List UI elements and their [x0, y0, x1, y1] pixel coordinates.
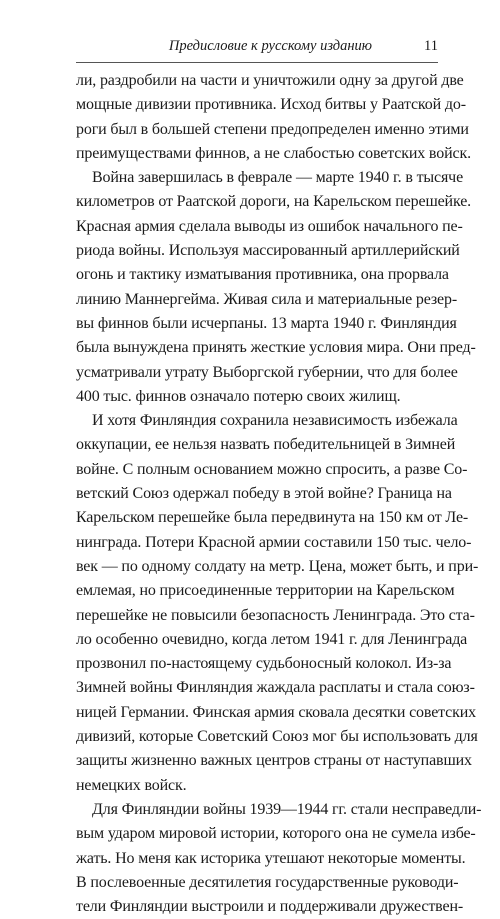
text-line: Карельском перешейке была передвинута на 150 км от Ле- — [76, 509, 469, 527]
text-line: дивизий, которые Советский Союз мог бы использовать для — [76, 728, 478, 746]
body-text — [76, 69, 482, 919]
text-line: нинграда. Потери Красной армии составили 150 тыс. чело- — [76, 533, 472, 551]
text-line: роги был в большей степени предопределен именно этими — [76, 120, 469, 138]
text-line: мощные дивизии противника. Исход битвы у Раатской до- — [76, 96, 466, 114]
text-line: В послевоенные десятилетия государственные руководи- — [76, 873, 459, 891]
text-line: километров от Раатской дороги, на Карельском перешейке. — [76, 193, 472, 211]
text-line: Для Финляндии войны 1939—1944 гг. стали несправедли- — [92, 800, 482, 818]
running-title: Предисловие к русскому изданию — [168, 38, 373, 54]
text-line: вым ударом мировой истории, которого она не сумела избе- — [76, 825, 476, 843]
text-line: риода войны. Используя массированный артиллерийский — [76, 242, 460, 260]
text-line: линию Маннергейма. Живая сила и материальные резер- — [76, 290, 458, 308]
header-rule — [76, 62, 438, 63]
running-header — [76, 38, 438, 60]
text-line: защиты жизненно важных центров страны от наступавших — [76, 752, 472, 770]
text-line: ницей Германии. Финская армия сковала десятки советских — [76, 703, 477, 721]
text-line: Война завершилась в феврале — марте 1940 г. в тысяче — [92, 169, 464, 187]
text-line: огонь и тактику изматывания противника, она прорвала — [76, 266, 449, 284]
text-line: усматривали утрату Выборгской губернии, что для более — [76, 363, 458, 381]
text-line: оккупации, ее нельзя назвать победительницей в Зимней — [76, 436, 456, 454]
text-line: емлемая, но присоединенные территории на Карельском — [76, 582, 455, 600]
text-line: вы финнов были исчерпаны. 13 марта 1940 г. Финляндия — [76, 314, 457, 332]
text-line: тели Финляндии выстроили и поддерживали дружествен- — [76, 898, 464, 916]
text-line: И хотя Финляндия сохранила независимость избежала — [92, 412, 458, 430]
text-line: ло особенно очевидно, когда летом 1941 г. для Ленинграда — [76, 630, 468, 648]
text-line: преимуществами финнов, а не слабостью советских войск. — [76, 144, 471, 162]
text-line: была вынуждена принять жесткие условия мира. Они пред- — [76, 339, 476, 357]
text-line: Красная армия сделала выводы из ошибок начального пе- — [76, 217, 463, 235]
text-line: войне. С полным основанием можно спросить, а разве Со- — [76, 460, 468, 478]
text-line: ли, раздробили на части и уничтожили одну за другой две — [76, 72, 464, 89]
page-number: 11 — [424, 38, 438, 54]
text-line: немецких войск. — [76, 776, 187, 794]
text-line: Зимней войны Финляндия жаждала расплаты и стала союз- — [76, 679, 475, 697]
text-line: ветский Союз одержал победу в этой войне? Граница на — [76, 485, 452, 503]
text-line: век — по одному солдату на метр. Цена, может быть, и при- — [76, 557, 479, 575]
text-line: прозвонил по-настоящему судьбоносный колокол. Из-за — [76, 655, 452, 673]
text-line: 400 тыс. финнов означало потерю своих жилищ. — [76, 387, 401, 405]
text-line: перешейке не повысили безопасность Ленинграда. Это ста- — [76, 606, 475, 624]
text-line: жать. Но меня как историка утешают некоторые моменты. — [76, 849, 466, 867]
